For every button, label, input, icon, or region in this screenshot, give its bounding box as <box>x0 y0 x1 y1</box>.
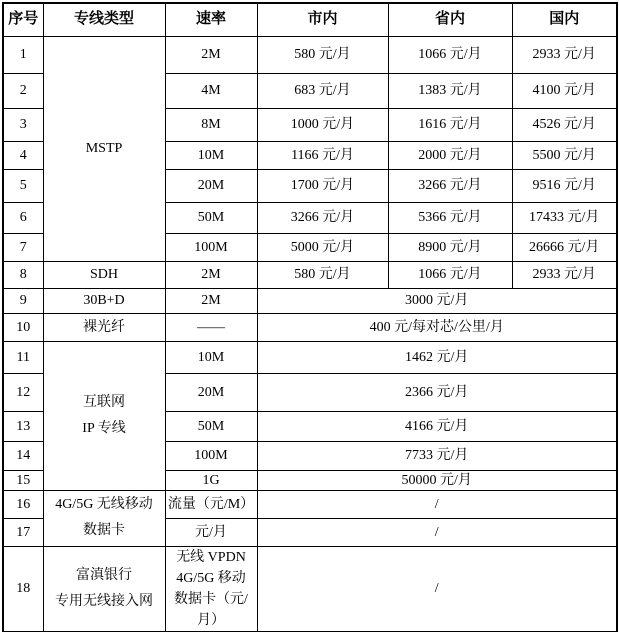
table-row <box>3 341 617 373</box>
speed-text-line: 4G/5G 移动 <box>176 570 246 586</box>
header-line-type: 专线类型 <box>43 3 165 36</box>
cell-price-national: 17433 元/月 <box>512 202 617 233</box>
cell-price-city: 1000 元/月 <box>257 108 388 141</box>
cell-speed <box>165 546 257 632</box>
cell-price-national: 2933 元/月 <box>512 261 617 288</box>
cell-speed: 50M <box>165 411 257 441</box>
cell-price-province: 5366 元/月 <box>388 202 512 233</box>
cell-price-province: 1066 元/月 <box>388 36 512 73</box>
cell-seq: 4 <box>3 141 43 169</box>
cell-speed: 4M <box>165 73 257 108</box>
cell-price-province: 2000 元/月 <box>388 141 512 169</box>
line-type-text: 富滇银行 <box>76 567 132 583</box>
cell-seq: 11 <box>3 341 43 373</box>
cell-speed: 100M <box>165 441 257 470</box>
cell-seq: 8 <box>3 261 43 288</box>
cell-seq: 14 <box>3 441 43 470</box>
cell-price-city: 1166 元/月 <box>257 141 388 169</box>
cell-speed: 100M <box>165 233 257 261</box>
cell-price-province: 8900 元/月 <box>388 233 512 261</box>
cell-line-type-isdn: 30B+D <box>43 288 165 313</box>
cell-price-merged: 50000 元/月 <box>257 470 617 490</box>
cell-seq: 1 <box>3 36 43 73</box>
cell-price-merged: 400 元/每对芯/公里/月 <box>257 313 617 341</box>
cell-seq: 18 <box>3 546 43 632</box>
cell-price-province: 1616 元/月 <box>388 108 512 141</box>
cell-price-city: 5000 元/月 <box>257 233 388 261</box>
cell-price-province: 1383 元/月 <box>388 73 512 108</box>
cell-price-merged: 1462 元/月 <box>257 341 617 373</box>
cell-price-city: 3266 元/月 <box>257 202 388 233</box>
cell-line-type-mstp: MSTP <box>43 36 165 261</box>
cell-seq: 7 <box>3 233 43 261</box>
cell-price-merged: / <box>257 518 617 546</box>
cell-price-merged: 7733 元/月 <box>257 441 617 470</box>
table-row <box>3 546 617 632</box>
table-row <box>3 36 617 73</box>
header-row <box>3 3 617 36</box>
cell-speed: 流量（元/M） <box>165 490 257 518</box>
cell-price-province: 3266 元/月 <box>388 169 512 202</box>
cell-seq: 12 <box>3 373 43 411</box>
pricing-table <box>2 2 618 632</box>
cell-speed: 2M <box>165 261 257 288</box>
cell-price-city: 683 元/月 <box>257 73 388 108</box>
cell-price-national: 9516 元/月 <box>512 169 617 202</box>
header-national: 国内 <box>512 3 617 36</box>
cell-price-city: 580 元/月 <box>257 261 388 288</box>
cell-price-merged: 3000 元/月 <box>257 288 617 313</box>
cell-line-type-sdh: SDH <box>43 261 165 288</box>
cell-speed: 2M <box>165 288 257 313</box>
cell-price-national: 4526 元/月 <box>512 108 617 141</box>
cell-seq: 17 <box>3 518 43 546</box>
speed-text-line: 无线 VPDN <box>176 549 246 565</box>
cell-price-merged: / <box>257 490 617 518</box>
cell-price-merged: / <box>257 546 617 632</box>
cell-price-province: 1066 元/月 <box>388 261 512 288</box>
cell-price-merged: 2366 元/月 <box>257 373 617 411</box>
header-province: 省内 <box>388 3 512 36</box>
cell-line-type-bare-fiber: 裸光纤 <box>43 313 165 341</box>
cell-speed: 50M <box>165 202 257 233</box>
cell-price-city: 580 元/月 <box>257 36 388 73</box>
cell-seq: 2 <box>3 73 43 108</box>
cell-speed: 8M <box>165 108 257 141</box>
cell-price-national: 26666 元/月 <box>512 233 617 261</box>
cell-price-city: 1700 元/月 <box>257 169 388 202</box>
cell-seq: 5 <box>3 169 43 202</box>
cell-price-merged: 4166 元/月 <box>257 411 617 441</box>
speed-text-line: 数据卡（元/ <box>174 591 248 607</box>
cell-seq: 9 <box>3 288 43 313</box>
table-row <box>3 288 617 313</box>
cell-seq: 3 <box>3 108 43 141</box>
cell-seq: 6 <box>3 202 43 233</box>
cell-price-national: 2933 元/月 <box>512 36 617 73</box>
header-seq: 序号 <box>3 3 43 36</box>
header-speed: 速率 <box>165 3 257 36</box>
cell-line-type-bank <box>43 546 165 632</box>
table-row <box>3 261 617 288</box>
cell-speed: 1G <box>165 470 257 490</box>
cell-line-type-internet <box>43 341 165 490</box>
table-row <box>3 490 617 518</box>
cell-speed: 20M <box>165 373 257 411</box>
cell-speed: —— <box>165 313 257 341</box>
cell-speed: 20M <box>165 169 257 202</box>
cell-speed: 元/月 <box>165 518 257 546</box>
speed-text-line: 月） <box>197 612 225 628</box>
cell-price-national: 5500 元/月 <box>512 141 617 169</box>
line-type-text: 4G/5G 无线移动 <box>55 497 153 512</box>
table-row <box>3 313 617 341</box>
cell-seq: 10 <box>3 313 43 341</box>
cell-speed: 2M <box>165 36 257 73</box>
line-type-text: 数据卡 <box>83 523 125 538</box>
cell-speed: 10M <box>165 341 257 373</box>
cell-line-type-wireless <box>43 490 165 546</box>
line-type-text: IP 专线 <box>82 420 126 436</box>
cell-seq: 13 <box>3 411 43 441</box>
header-city: 市内 <box>257 3 388 36</box>
line-type-text: 专用无线接入网 <box>55 593 153 609</box>
cell-seq: 15 <box>3 470 43 490</box>
cell-speed: 10M <box>165 141 257 169</box>
line-type-text: 互联网 <box>83 394 125 410</box>
cell-seq: 16 <box>3 490 43 518</box>
cell-price-national: 4100 元/月 <box>512 73 617 108</box>
